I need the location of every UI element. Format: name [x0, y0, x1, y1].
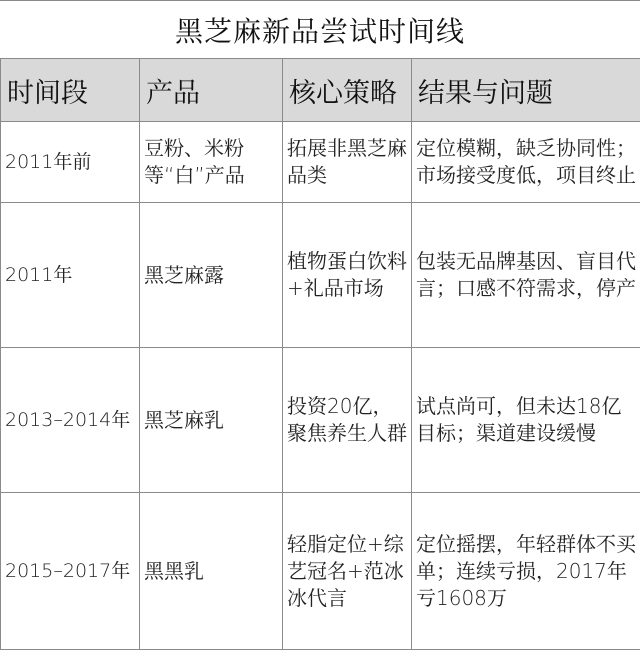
cell-result-text: 定位模糊，缺乏协同性；市场接受度低，项目终止 — [416, 135, 636, 189]
table-row — [1, 122, 640, 203]
cell-period: 2011年前 — [1, 122, 140, 203]
table-row — [1, 493, 640, 650]
cell-result: 试点尚可，但未达18亿目标；渠道建设缓慢 — [412, 348, 640, 493]
header-result: 结果与问题 — [412, 59, 640, 122]
cell-product: 豆粉、米粉等“白”产品 — [140, 122, 283, 203]
header-row — [1, 59, 640, 122]
timeline-table — [0, 58, 640, 650]
cell-strategy: 植物蛋白饮料+礼品市场 — [283, 203, 412, 348]
cell-result: 定位摇摆，年轻群体不买单；连续亏损，2017年亏1608万 — [412, 493, 640, 650]
header-strategy: 核心策略 — [283, 59, 412, 122]
cell-result — [412, 122, 640, 203]
cell-strategy: 轻脂定位+综艺冠名+范冰冰代言 — [283, 493, 412, 650]
table-row — [1, 348, 640, 493]
cell-result: 包装无品牌基因、盲目代言；口感不符需求，停产 — [412, 203, 640, 348]
cell-period: 2013–2014年 — [1, 348, 140, 493]
table-row — [1, 203, 640, 348]
table-title: 黑芝麻新品尝试时间线 — [0, 0, 640, 58]
cell-period: 2015–2017年 — [1, 493, 140, 650]
cell-product: 黑芝麻露 — [140, 203, 283, 348]
cell-product: 黑黑乳 — [140, 493, 283, 650]
cell-strategy: 投资20亿，聚焦养生人群 — [283, 348, 412, 493]
header-period: 时间段 — [1, 59, 140, 122]
cell-strategy: 拓展非黑芝麻品类 — [283, 122, 412, 203]
cell-period: 2011年 — [1, 203, 140, 348]
cell-product: 黑芝麻乳 — [140, 348, 283, 493]
header-product: 产品 — [140, 59, 283, 122]
